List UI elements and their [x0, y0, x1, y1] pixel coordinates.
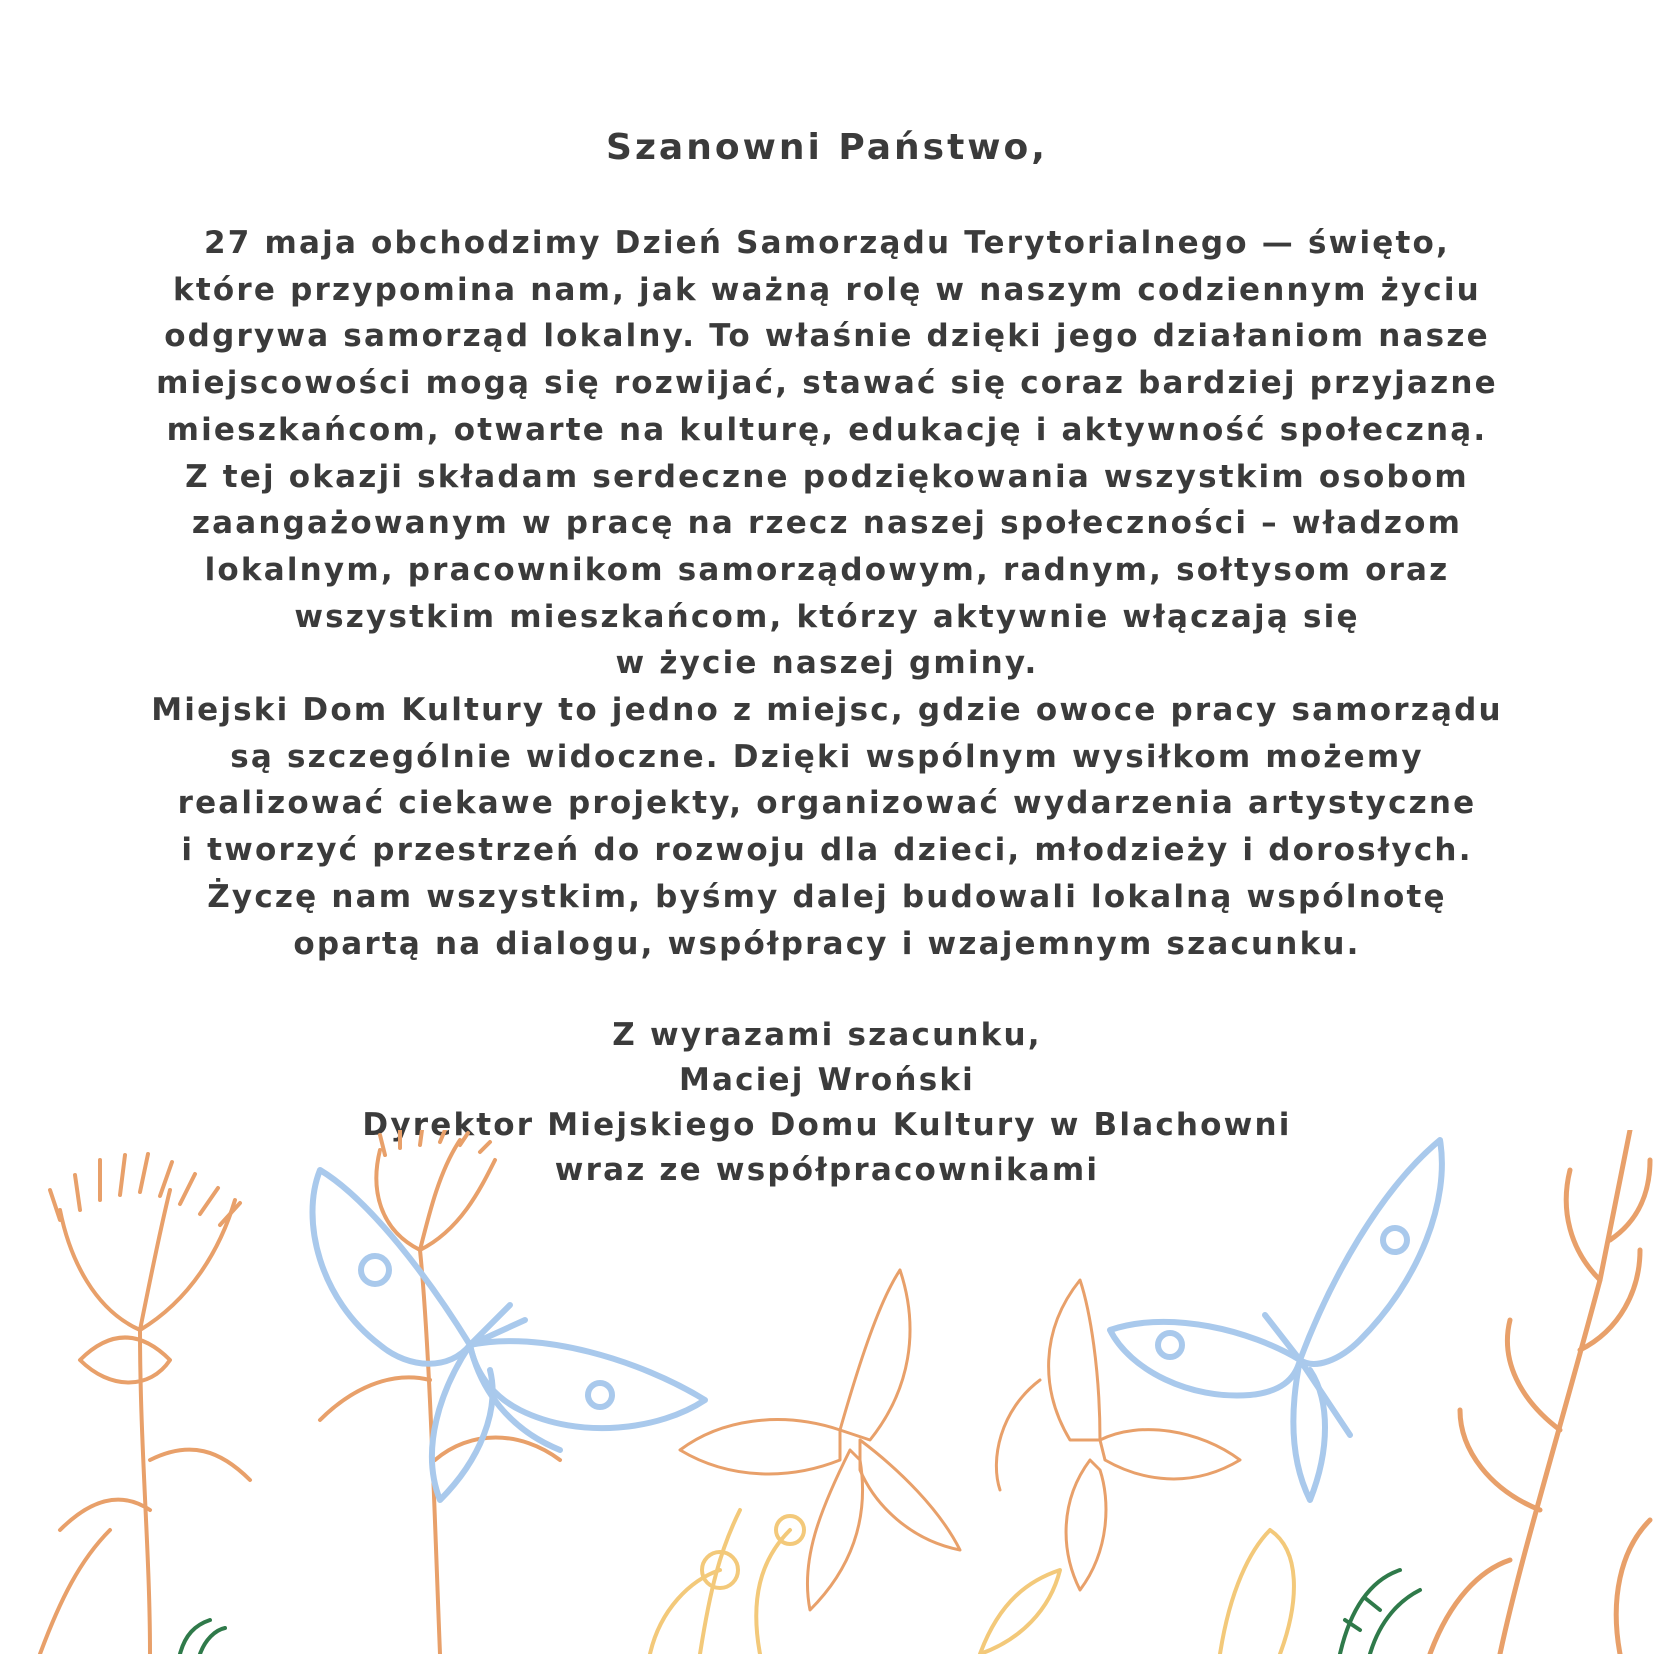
- body-line: Miejski Dom Kultury to jedno z miejsc, gdzie owoce pracy samorządu: [151, 692, 1503, 729]
- signer-title: Dyrektor Miejskiego Domu Kultury w Blachowni: [362, 1107, 1292, 1144]
- body-line: które przypomina nam, jak ważną rolę w naszym codziennym życiu: [173, 271, 1481, 308]
- body-line: 27 maja obchodzimy Dzień Samorządu Terytorialnego — święto,: [203, 225, 1451, 261]
- wildflower-illustration: [180, 1570, 1420, 1654]
- body-line: odgrywa samorząd lokalny. To właśnie dzięki jego działaniom nasze: [164, 318, 1490, 355]
- closing: Z wyrazami szacunku,: [612, 1017, 1042, 1054]
- letter: [0, 118, 1654, 1193]
- wildflower-illustration: [650, 1510, 1294, 1654]
- body-line: w życie naszej gminy.: [615, 645, 1039, 682]
- signer-note: wraz ze współpracownikami: [554, 1152, 1100, 1189]
- body-line: lokalnym, pracownikom samorządowym, radnym, sołtysom oraz: [204, 551, 1450, 588]
- body-line: miejscowości mogą się rozwijać, stawać się coraz bardziej przyjazne: [156, 365, 1498, 402]
- body-line: zaangażowanym w pracę na rzecz naszej społeczności – władzom: [191, 505, 1463, 542]
- greeting: Szanowni Państwo,: [606, 127, 1048, 168]
- signer-name: Maciej Wroński: [678, 1062, 975, 1099]
- body-line: mieszkańcom, otwarte na kulturę, edukację i aktywność społeczną.: [166, 411, 1488, 448]
- body-line: są szczególnie widoczne. Dzięki wspólnym wysiłkom możemy: [230, 738, 1424, 775]
- body-line: i tworzyć przestrzeń do rozwoju dla dzieci, młodzieży i dorosłych.: [181, 832, 1473, 869]
- floral-decoration: [0, 1130, 1654, 1654]
- wildflower-illustration: [40, 1154, 250, 1654]
- body-line: Z tej okazji składam serdeczne podziękowania wszystkim osobom: [185, 458, 1469, 495]
- body-line: opartą na dialogu, współpracy i wzajemnym szacunku.: [293, 925, 1361, 962]
- butterfly-illustration: [313, 1170, 706, 1500]
- body-line: wszystkim mieszkańcom, którzy aktywnie włączają się: [294, 598, 1360, 635]
- body-line: realizować ciekawe projekty, organizować wydarzenia artystyczne: [177, 785, 1477, 822]
- letter-body: [0, 220, 1654, 967]
- wildflower-illustration: [1430, 1130, 1650, 1654]
- body-line: Życzę nam wszystkim, byśmy dalej budowali lokalną wspólnotę: [207, 878, 1447, 915]
- wildflower-illustration: [320, 1130, 560, 1654]
- butterfly-illustration: [1110, 1140, 1442, 1500]
